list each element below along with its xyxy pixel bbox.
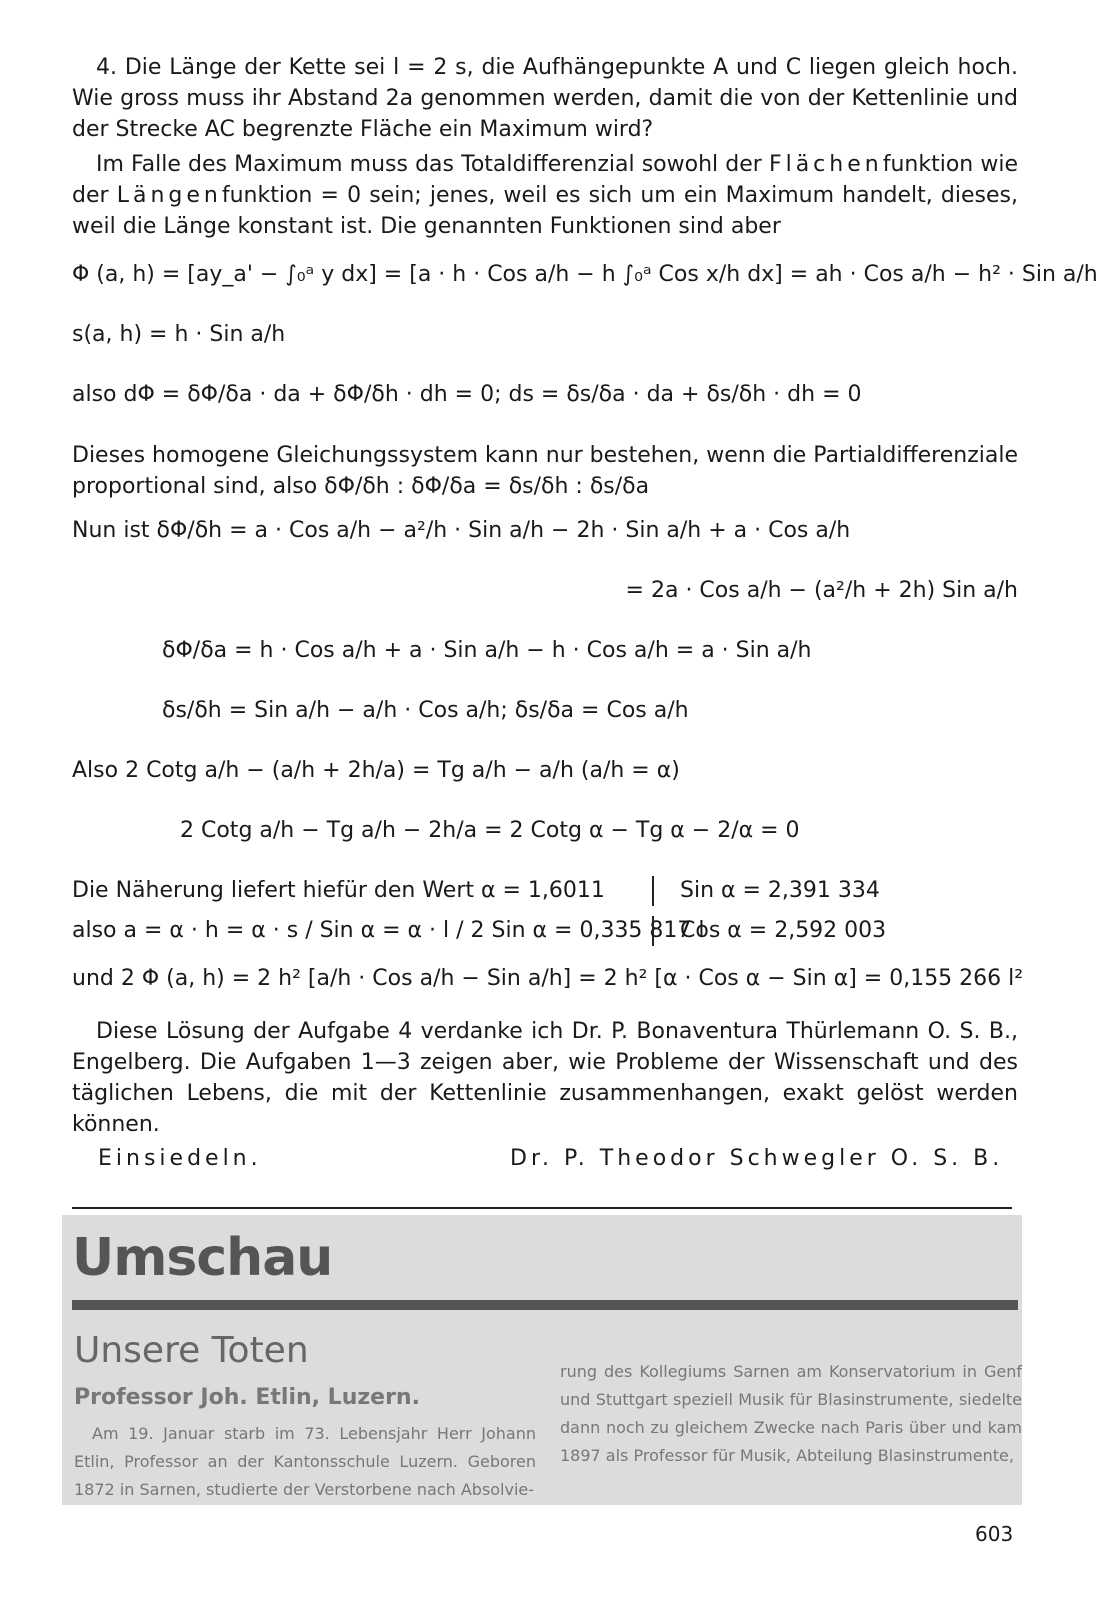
acknowledgement-paragraph: Diese Lösung der Aufgabe 4 verdanke ich Dr. P. Bonaventura Thürlemann O. S. B., Engelberg. Die Aufgaben 1—3 zeigen aber, wie Probleme der Wissenschaft und des täglichen Lebens, die mit der Kettenlinie zusammenhangen, exakt gelöst werden können. — [72, 1019, 1018, 1137]
umschau-rule — [72, 1300, 1018, 1310]
page-number: 603 — [975, 1522, 1014, 1546]
equation-dphi-dh: Nun ist δΦ/δh = a · Cos a/h − a²/h · Sin a/h − 2h · Sin a/h + a · Cos a/h — [72, 518, 851, 543]
umschau-heading: Umschau — [72, 1228, 333, 1288]
approximation-line-1: Die Näherung liefert hiefür den Wert α = 1,6011 Sin α = 2,391 334 — [72, 876, 1018, 912]
problem-paragraph: 4. Die Länge der Kette sei l = 2 s, die Aufhängepunkte A und C liegen gleich hoch. Wie gross muss ihr Abstand 2a genommen werden, damit die von der Kettenlinie und der Strecke AC begrenzte Fläche ein Maximum wird? — [72, 55, 1018, 142]
signature-place: Einsiedeln. — [98, 1146, 262, 1171]
homogeneous-paragraph: Dieses homogene Gleichungssystem kann nur bestehen, wenn die Partialdifferenziale proportional sind, also δΦ/δh : δΦ/δa = δs/δh : δs/δa — [72, 443, 1018, 499]
section-divider — [72, 1207, 1012, 1209]
equation-dphi-da: δΦ/δa = h · Cos a/h + a · Sin a/h − h · Cos a/h = a · Sin a/h — [162, 638, 812, 663]
approximation-line-2: also a = α · h = α · s / Sin α = α · l / 2 Sin α = 0,335 817 l Cos α = 2,592 003 — [72, 916, 1018, 960]
obituary-column-left: Am 19. Januar starb im 73. Lebensjahr Herr Johann Etlin, Professor an der Kantonsschule Luzern. Geboren 1872 in Sarnen, studierte der Verstorbene nach Absolvie- — [74, 1424, 536, 1499]
obituary-title: Professor Joh. Etlin, Luzern. — [74, 1385, 420, 1410]
equation-ds: δs/δh = Sin a/h − a/h · Cos a/h; δs/δa = Cos a/h — [162, 698, 689, 723]
equation-total-differential: also dΦ = δΦ/δa · da + δΦ/δh · dh = 0; ds = δs/δa · da + δs/δh · dh = 0 — [72, 382, 862, 407]
equation-phi: Φ (a, h) = [ay_a' − ∫₀ᵃ y dx] = [a · h · Cos a/h − h ∫₀ᵃ Cos x/h dx] = ah · Cos a/h − h² · Sin a/h — [72, 262, 1098, 287]
equation-dphi-dh-simplified: = 2a · Cos a/h − (a²/h + 2h) Sin a/h — [625, 578, 1018, 603]
signature-line — [72, 1146, 1018, 1180]
equation-s: s(a, h) = h · Sin a/h — [72, 322, 286, 347]
method-paragraph: Im Falle des Maximum muss das Totaldifferenzial sowohl der Flächenfunktion wie der Längenfunktion = 0 sein; jenes, weil es sich um ein Maximum handelt, dieses, weil die Länge konstant ist. Die genannten Funktionen sind aber — [72, 152, 1018, 239]
equation-also-2: 2 Cotg a/h − Tg a/h − 2h/a = 2 Cotg α − Tg α − 2/α = 0 — [180, 818, 800, 843]
obituary-column-right: rung des Kollegiums Sarnen am Konservatorium in Genf und Stuttgart speziell Musik für Blasinstrumente, siedelte dann noch zu gleichem Zwecke nach Paris über und kam 1897 als Professor für Musik, Abteilung Blasinstrumente, — [560, 1362, 1022, 1465]
unsere-toten-heading: Unsere Toten — [74, 1330, 309, 1371]
equation-result: und 2 Φ (a, h) = 2 h² [a/h · Cos a/h − Sin a/h] = 2 h² [α · Cos α − Sin α] = 0,155 266 l² — [72, 966, 1024, 991]
article-body — [72, 52, 1098, 1180]
signature-author: Dr. P. Theodor Schwegler O. S. B. — [510, 1146, 1004, 1171]
equation-also-1: Also 2 Cotg a/h − (a/h + 2h/a) = Tg a/h − a/h (a/h = α) — [72, 758, 680, 783]
